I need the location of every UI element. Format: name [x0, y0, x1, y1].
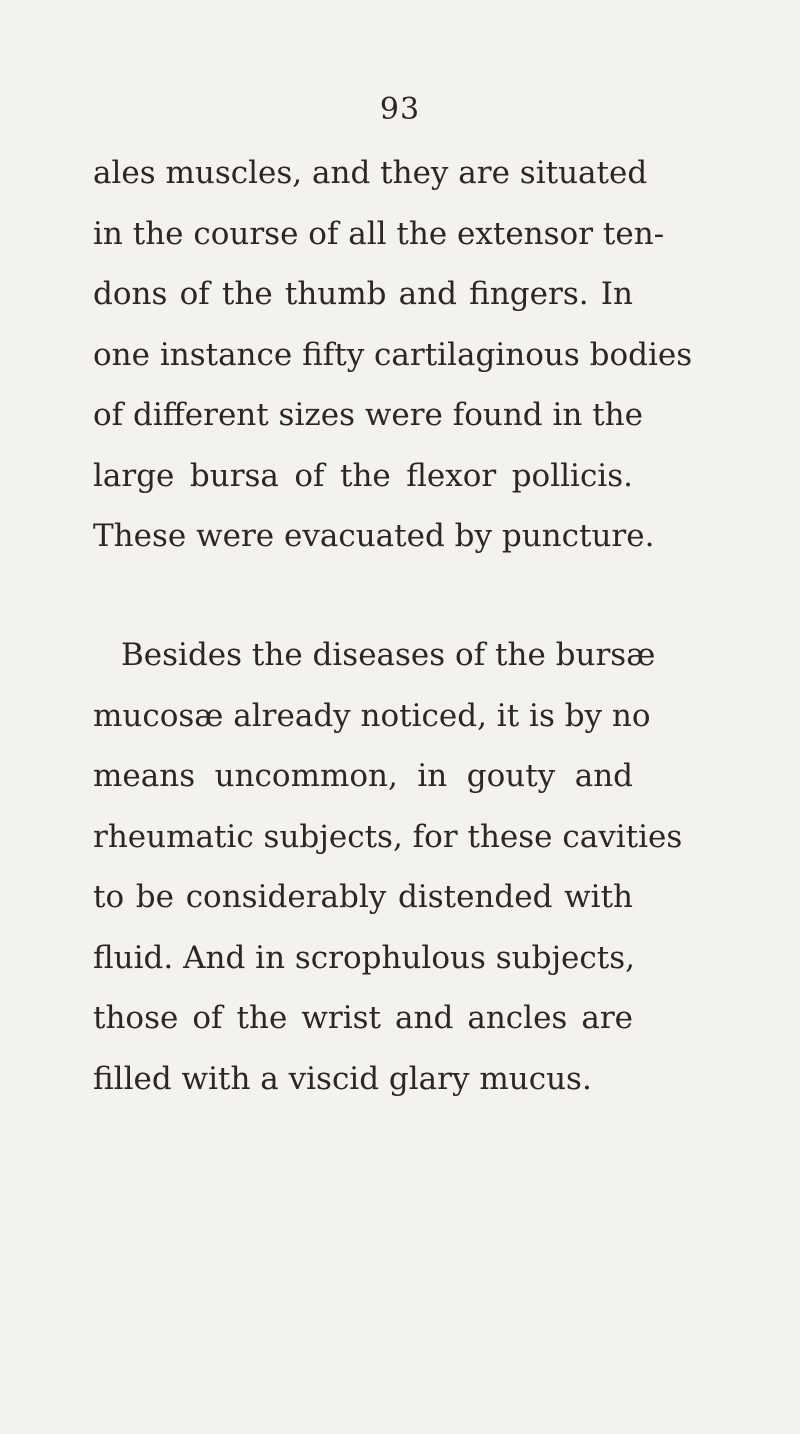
text-line: one instance fifty cartilaginous bodies [93, 336, 693, 373]
text-line: those of the wrist and ancles are [93, 1000, 633, 1036]
text-line: fluid. And in scrophulous subjects, [93, 939, 635, 976]
text-line: Besides the diseases of the bursæ [121, 637, 656, 673]
text-line: to be considerably distended with [93, 879, 633, 915]
text-line: means uncommon, in gouty and [93, 758, 633, 794]
text-line: ales muscles, and they are situated [93, 155, 648, 191]
text-line: filled with a viscid glary mucus. [93, 1060, 592, 1097]
text-line: in the course of all the extensor ten- [93, 215, 665, 252]
text-line: These were evacuated by puncture. [93, 518, 655, 554]
text-line: mucosæ already noticed, it is by no [93, 697, 651, 734]
page-number: 93 [379, 92, 421, 127]
paragraph-1 [93, 143, 693, 567]
text-line: large bursa of the flexor pollicis. [93, 457, 633, 494]
text-line: of different sizes were found in the [93, 397, 643, 433]
text-line: rheumatic subjects, for these cavities [93, 818, 683, 855]
paragraph-2 [93, 625, 683, 1109]
text-line: dons of the thumb and fingers. In [93, 276, 633, 312]
